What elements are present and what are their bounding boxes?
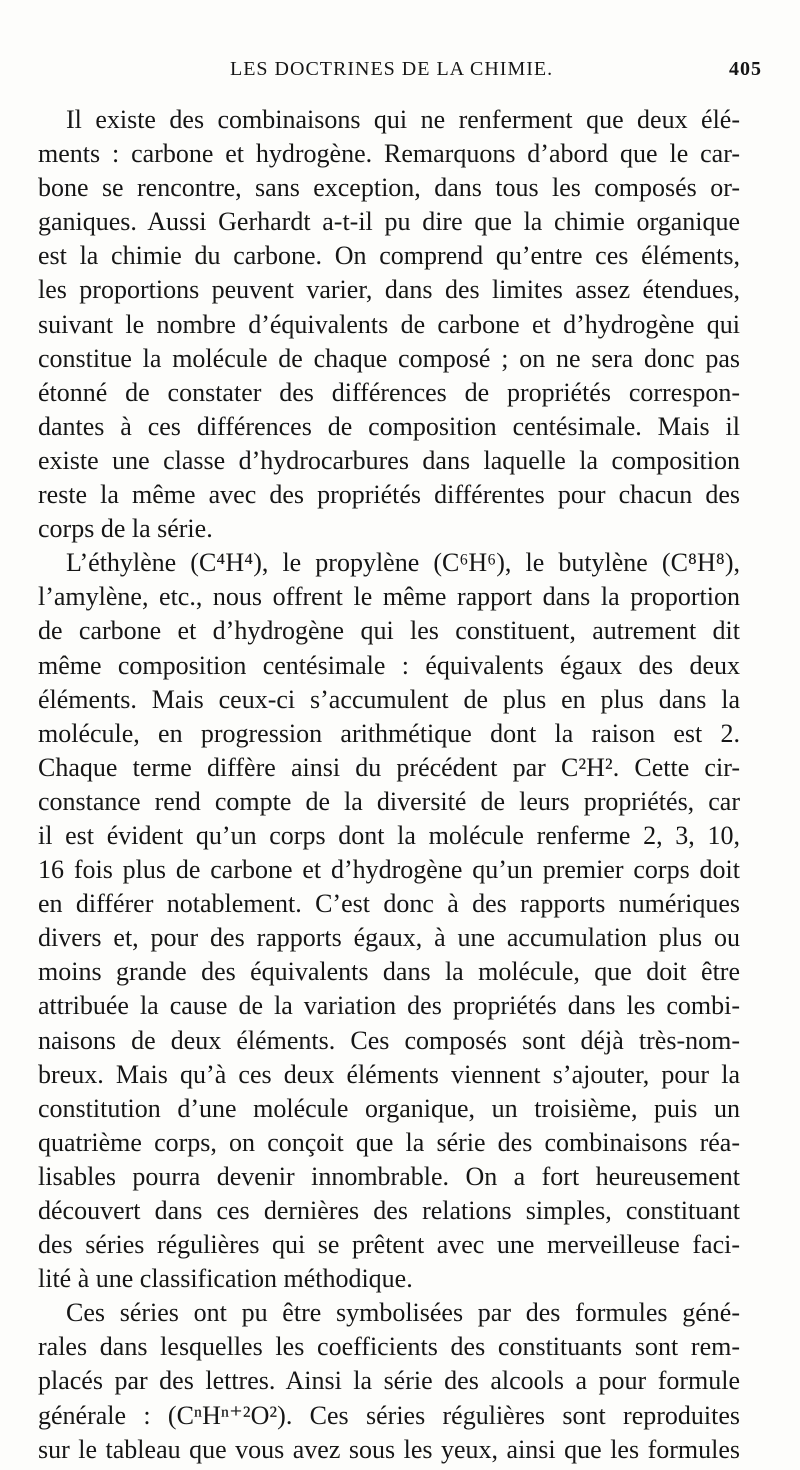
text-line: Chaque terme diffère ainsi du précédent par C²H². Cette cir-	[38, 752, 740, 782]
text-line: attribuée la cause de la variation des propriétés dans les combi-	[38, 991, 740, 1021]
text-line: ganiques. Aussi Gerhardt a-t-il pu dire que la chimie organique	[38, 207, 740, 237]
text-line: découvert dans ces dernières des relations simples, constituant	[38, 1196, 740, 1225]
text-line: placés par des lettres. Ainsi la série des alcools a pour formule	[38, 1366, 740, 1396]
text-line: en différer notablement. C’est donc à des rapports numériques	[38, 889, 740, 919]
text-line: les proportions peuvent varier, dans des limites assez étendues,	[38, 275, 740, 305]
text-line: constitue la molécule de chaque composé ; on ne sera donc pas	[38, 343, 740, 373]
text-line: constitution d’une molécule organique, un troisième, puis un	[38, 1093, 740, 1123]
text-line: bone se rencontre, sans exception, dans tous les composés or-	[38, 173, 740, 203]
text-line: rales dans lesquelles les coefficients des constituants sont rem-	[38, 1332, 740, 1362]
text-line: Il existe des combinaisons qui ne renferment que deux élé-	[66, 105, 740, 134]
text-line: Ces séries ont pu être symbolisées par des formules géné-	[66, 1298, 740, 1328]
text-line: 16 fois plus de carbone et d’hydrogène qu’un premier corps doit	[38, 855, 740, 885]
text-line: moins grande des équivalents dans la molécule, que doit être	[38, 957, 740, 987]
text-line: est la chimie du carbone. On comprend qu’entre ces éléments,	[38, 241, 740, 271]
text-line: corps de la série.	[38, 514, 213, 544]
running-title: LES DOCTRINES DE LA CHIMIE.	[230, 58, 554, 80]
text-line: étonné de constater des différences de propriétés correspon-	[38, 377, 740, 407]
text-line: existe une classe d’hydrocarbures dans laquelle la composition	[38, 445, 740, 475]
text-line: générale : (CⁿHⁿ⁺²O²). Ces séries régulières sont reproduites	[38, 1400, 740, 1430]
text-line: reste la même avec des propriétés différentes pour chacun des	[38, 480, 740, 510]
text-line: éléments. Mais ceux-ci s’accumulent de plus en plus dans la	[38, 684, 740, 714]
text-line: lité à une classification méthodique.	[38, 1264, 413, 1294]
text-line: molécule, en progression arithmétique dont la raison est 2.	[38, 718, 740, 748]
running-head	[230, 58, 776, 88]
text-line: il est évident qu’un corps dont la molécule renferme 2, 3, 10,	[38, 820, 740, 850]
text-line: lisables pourra devenir innombrable. On a fort heureusement	[38, 1161, 740, 1191]
text-line: quatrième corps, on conçoit que la série des combinaisons réa-	[38, 1127, 740, 1157]
body-text	[38, 103, 740, 1467]
page-number: 405	[729, 58, 762, 80]
text-line: constance rend compte de la diversité de leurs propriétés, car	[38, 786, 740, 816]
text-line: des séries régulières qui se prêtent avec une merveilleuse faci-	[38, 1230, 740, 1260]
text-line: divers et, pour des rapports égaux, à une accumulation plus ou	[38, 923, 740, 953]
text-line: suivant le nombre d’équivalents de carbone et d’hydrogène qui	[38, 309, 740, 339]
text-line: sur le tableau que vous avez sous les yeux, ainsi que les formules	[38, 1434, 740, 1464]
text-line: breux. Mais qu’à ces deux éléments viennent s’ajouter, pour la	[38, 1059, 740, 1089]
text-line: naisons de deux éléments. Ces composés sont déjà très-nom-	[38, 1025, 740, 1055]
text-line: même composition centésimale : équivalents égaux des deux	[38, 650, 740, 680]
text-line: l’amylène, etc., nous offrent le même rapport dans la proportion	[38, 582, 740, 612]
text-line: dantes à ces différences de composition centésimale. Mais il	[38, 411, 740, 441]
text-line: de carbone et d’hydrogène qui les constituent, autrement dit	[38, 616, 740, 646]
text-line: L’éthylène (C⁴H⁴), le propylène (C⁶H⁶), le butylène (C⁸H⁸),	[66, 548, 740, 578]
text-line: ments : carbone et hydrogène. Remarquons d’abord que le car-	[38, 139, 740, 169]
